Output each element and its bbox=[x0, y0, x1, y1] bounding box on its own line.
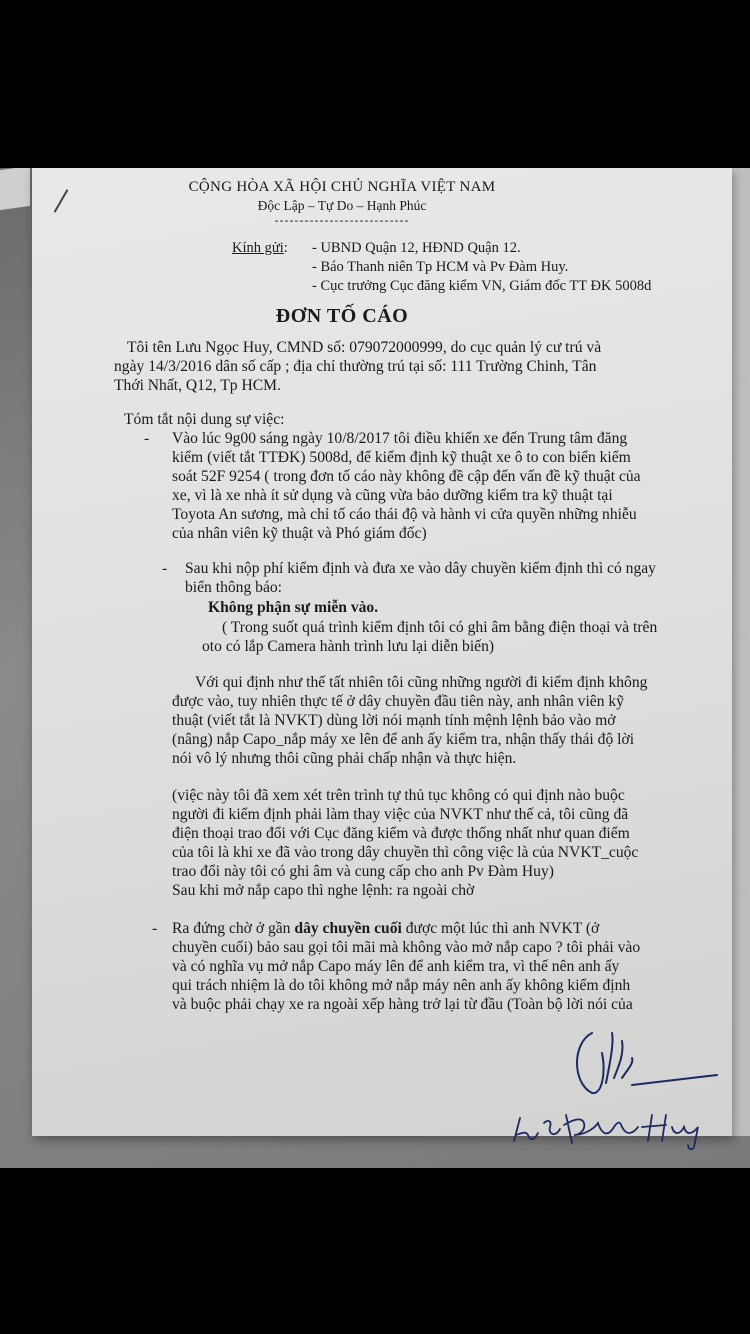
paragraph3-line: Với qui định như thế tất nhiên tôi cũng những người đi kiểm định không bbox=[195, 674, 648, 691]
section5-line: và có nghĩa vụ mở nắp Capo máy lên để anh kiểm tra, vì thế nên anh ấy bbox=[172, 958, 620, 975]
header-separator: --------------------------- bbox=[274, 213, 410, 227]
section1-line: Toyota An sương, mà chỉ tố cáo thái độ và hành vi cửa quyền những nhiễu bbox=[172, 506, 637, 523]
paragraph4-line: Sau khi mở nắp capo thì nghe lệnh: ra ngoài chờ bbox=[172, 882, 475, 899]
underlying-paper bbox=[0, 168, 30, 210]
recipient-item: - UBND Quận 12, HĐND Quận 12. bbox=[312, 240, 521, 256]
recipients-label: Kính gửi bbox=[232, 240, 284, 256]
section1-line: xe, vì là xe nhà ít sử dụng và cũng vừa bảo dưỡng kiểm tra kỹ thuật tại bbox=[172, 487, 613, 504]
section2-line: biển thông báo: bbox=[185, 579, 283, 596]
paragraph4-line: của tôi là khi xe đã vào trong dây chuyền thì công việc là của NVKT_cuộc bbox=[172, 844, 639, 861]
paragraph4-line: người đi kiểm định phải làm thay việc của NVKT như thế cả, tôi cũng đã bbox=[172, 806, 629, 823]
sign-text: Không phận sự miễn vào. bbox=[208, 599, 379, 616]
section5-text: được một lúc thì anh NVKT (ở bbox=[401, 920, 600, 937]
section1-line: Vào lúc 9g00 sáng ngày 10/8/2017 tôi điều khiển xe đến Trung tâm đăng bbox=[172, 430, 628, 447]
section5-line bbox=[172, 921, 599, 937]
paragraph4-line: trao đổi này tôi có ghi âm và cung cấp cho anh Pv Đàm Huy) bbox=[172, 863, 554, 880]
recipients-label-wrap bbox=[232, 241, 288, 256]
section1-line: soát 52F 9254 ( trong đơn tố cáo này không đề cập đến vấn đề kỹ thuật của bbox=[172, 468, 641, 485]
paragraph3-line: được vào, tuy nhiên thực tế ở dây chuyền đầu tiên này, anh nhân viên kỹ bbox=[172, 693, 624, 710]
bullet-dash: - bbox=[144, 430, 150, 447]
document-photo bbox=[0, 168, 750, 1168]
recipients-colon: : bbox=[283, 240, 288, 256]
recording-note-line: ( Trong suốt quá trình kiểm định tôi có ghi âm bằng điện thoại và trên bbox=[222, 619, 658, 636]
intro-line: ngày 14/3/2016 dân số cấp ; địa chỉ thường trú tại số: 111 Trường Chinh, Tân bbox=[114, 358, 597, 375]
handwritten-signature bbox=[502, 1023, 742, 1153]
paragraph3-line: (nâng) nắp Capo_nắp máy xe lên để anh ấy kiểm tra, nhận thấy thái độ lời bbox=[172, 731, 635, 748]
intro-line: Thới Nhất, Q12, Tp HCM. bbox=[114, 377, 281, 394]
document-title: ĐƠN TỐ CÁO bbox=[275, 305, 409, 327]
paragraph3-line: nói vô lý nhưng thôi cũng phải chấp nhận và thực hiện. bbox=[172, 750, 517, 767]
section2-line: Sau khi nộp phí kiểm định và đưa xe vào dây chuyền kiểm định thì có ngay bbox=[185, 560, 656, 577]
nation-heading: CỘNG HÒA XÃ HỘI CHỦ NGHĨA VIỆT NAM bbox=[188, 179, 496, 195]
section5-line: qui trách nhiệm là do tôi không mở nắp máy nên anh ấy không kiểm định bbox=[172, 977, 631, 994]
motto: Độc Lập – Tự Do – Hạnh Phúc bbox=[257, 198, 427, 213]
section5-line: chuyền cuối) bảo sau gọi tôi mãi mà không vào mở nắp capo ? tôi phải vào bbox=[172, 939, 641, 956]
complaint-letter-page bbox=[32, 168, 732, 1136]
recording-note-line: oto có lắp Camera hành trình lưu lại diễn biến) bbox=[202, 638, 495, 655]
section1-line: của nhân viên kỹ thuật và Phó giám đốc) bbox=[172, 525, 427, 542]
paragraph4-line: (việc này tôi đã xem xét trên trình tự thủ tục không có qui định nào buộc bbox=[172, 787, 625, 804]
section5-bold: dây chuyền cuối bbox=[294, 920, 402, 937]
summary-label: Tóm tắt nội dung sự việc: bbox=[124, 411, 285, 428]
bullet-dash: - bbox=[152, 920, 158, 937]
recipient-item: - Báo Thanh niên Tp HCM và Pv Đàm Huy. bbox=[312, 259, 569, 275]
section1-line: kiểm (viết tắt TTĐK) 5008d, để kiểm định kỹ thuật xe ô to con biển kiểm bbox=[172, 449, 631, 466]
bullet-dash: - bbox=[162, 560, 168, 577]
paragraph4-line: điện thoại trao đổi với Cục đăng kiểm và được thống nhất như quan điểm bbox=[172, 825, 630, 842]
section5-line: và buộc phải chạy xe ra ngoài xếp hàng trở lại từ đầu (Toàn bộ lời nói của bbox=[172, 996, 633, 1013]
paragraph3-line: thuật (viết tắt là NVKT) dùng lời nói mạnh tính mệnh lệnh bảo vào mở bbox=[172, 712, 616, 729]
intro-line: Tôi tên Lưu Ngọc Huy, CMND số: 079072000999, do cục quản lý cư trú và bbox=[127, 339, 602, 356]
section5-text: Ra đứng chờ ở gần bbox=[172, 920, 295, 937]
recipient-item: - Cục trưởng Cục đăng kiểm VN, Giám đốc TT ĐK 5008d bbox=[312, 278, 652, 294]
